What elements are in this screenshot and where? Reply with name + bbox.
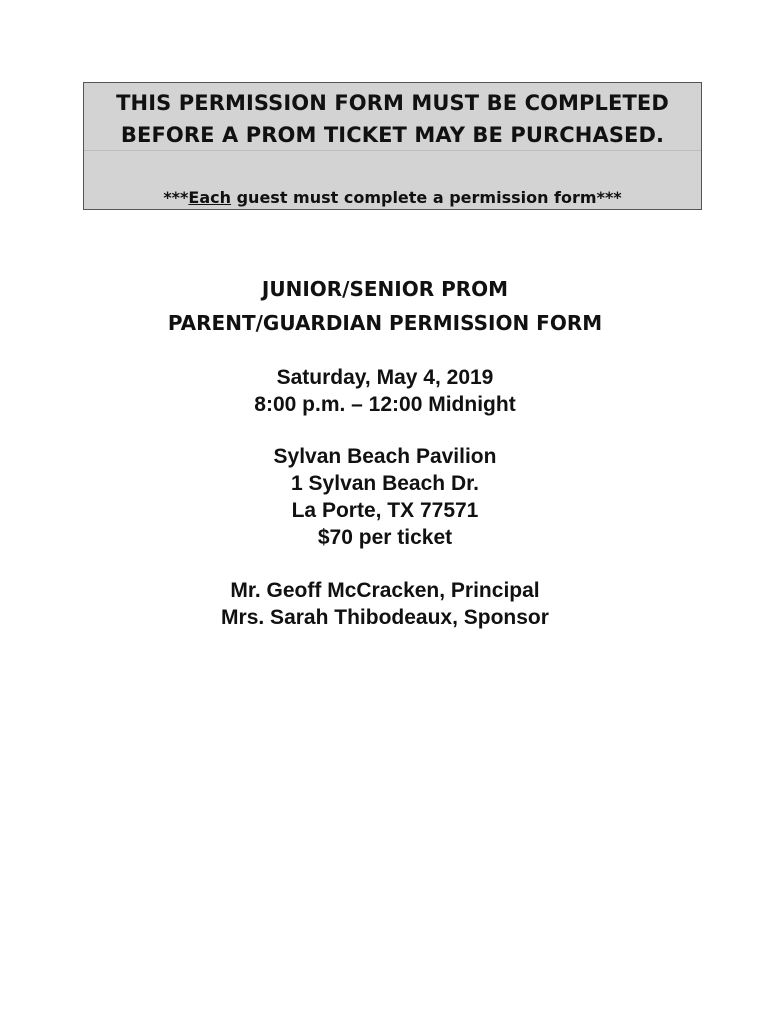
venue-city: La Porte, TX 77571 xyxy=(291,499,479,522)
notice-line-2: BEFORE A PROM TICKET MAY BE PURCHASED. xyxy=(120,123,665,147)
venue-name: Sylvan Beach Pavilion xyxy=(273,445,497,468)
event-title: JUNIOR/SENIOR PROM xyxy=(261,277,509,301)
form-heading xyxy=(0,272,770,340)
event-schedule xyxy=(0,364,770,418)
guest-note-prefix: *** xyxy=(163,188,189,207)
venue-details xyxy=(0,443,770,551)
guest-note-emphasis: Each xyxy=(188,188,232,207)
notice-divider xyxy=(84,150,701,151)
notice-line-1: THIS PERMISSION FORM MUST BE COMPLETED xyxy=(116,91,669,115)
venue-street: 1 Sylvan Beach Dr. xyxy=(291,472,479,495)
sponsor-name: Mrs. Sarah Thibodeaux, Sponsor xyxy=(221,606,549,629)
permission-notice-box xyxy=(83,82,702,210)
event-date: Saturday, May 4, 2019 xyxy=(276,366,494,389)
form-title: PARENT/GUARDIAN PERMISSION FORM xyxy=(167,311,603,335)
staff-contacts xyxy=(0,577,770,631)
event-time: 8:00 p.m. – 12:00 Midnight xyxy=(254,393,516,416)
guest-requirement-note xyxy=(84,188,701,207)
principal-name: Mr. Geoff McCracken, Principal xyxy=(230,579,540,602)
guest-note-text: guest must complete a permission form*** xyxy=(231,188,622,207)
ticket-price: $70 per ticket xyxy=(317,526,453,549)
